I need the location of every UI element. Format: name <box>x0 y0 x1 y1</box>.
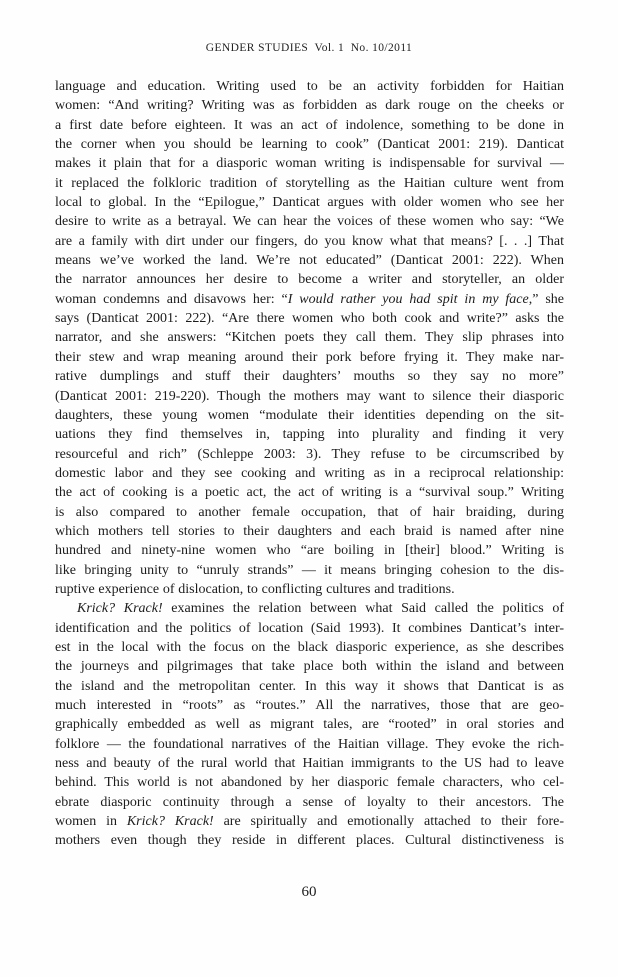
text-line: desire to write as a betrayal. We can hear the voices of these women who say: “We <box>55 214 564 230</box>
text-line: women in Krick? Krack! are spiritually and emotionally attached to their fore- <box>55 814 564 830</box>
text-line: local to global. In the “Epilogue,” Danticat argues with older women who see her <box>55 195 564 211</box>
text-line: it replaced the folkloric tradition of storytelling as the Haitian culture went from <box>55 175 564 191</box>
text-line: daughters, these young women “modulate their identities depending on the sit- <box>55 407 564 423</box>
text-line: is also compared to another female occupation, that of hair braiding, during <box>55 504 564 520</box>
text-line: folklore — the foundational narratives of the Haitian village. They evoke the rich- <box>55 736 564 752</box>
text-line: est in the local with the focus on the black diasporic experience, as she describes <box>55 639 564 655</box>
text-line: Krick? Krack! examines the relation between what Said called the politics of <box>77 601 564 617</box>
text-line: the act of cooking is a poetic act, the act of writing is a “survival soup.” Writing <box>55 485 564 501</box>
text-line: are a family with dirt under our fingers, do you know what that means? [. . .] That <box>55 233 564 249</box>
text-line: narrator, and she answers: “Kitchen poets they call them. They slip phrases into <box>55 330 564 346</box>
text-line: the island and the metropolitan center. In this way it shows that Danticat is as <box>55 678 564 694</box>
text-line: much interested in “roots” as “routes.” All the narratives, those that are geo- <box>55 698 564 713</box>
text-line: ebrate diasporic continuity through a sense of loyalty to their ancestors. The <box>55 794 564 810</box>
text-line: like bringing unity to “unruly strands” — it means bringing cohesion to the dis- <box>55 562 564 578</box>
text-line: rative dumplings and stuff their daughters’ mouths so they say no more” <box>55 369 564 385</box>
text-line: the corner when you should be learning to cook” (Danticat 2001: 219). Danticat <box>55 137 564 153</box>
text-line: the journeys and pilgrimages that take place both within the island and between <box>55 659 564 675</box>
text-line: graphically embedded as well as migrant tales, are “rooted” in oral stories and <box>55 717 564 733</box>
text-line: woman condemns and disavows her: “I would rather you had spit in my face,” she <box>55 291 564 307</box>
page-number: 60 <box>301 884 317 900</box>
text-line: uations they find themselves in, tapping into plurality and finding it very <box>55 427 564 443</box>
text-line: means we’ve worked the land. We’re not educated” (Danticat 2001: 222). When <box>55 253 564 269</box>
text-line: women: “And writing? Writing was as forbidden as dark rouge on the cheeks or <box>55 98 564 114</box>
text-line: language and education. Writing used to be an activity forbidden for Haitian <box>55 79 564 94</box>
text-line: mothers even though they reside in different places. Cultural distinctiveness is <box>55 833 564 849</box>
text-line: hundred and ninety-nine women who “are boiling in [their] blood.” Writing is <box>55 543 564 559</box>
text-line: behind. This world is not abandoned by her diasporic female characters, who cel- <box>55 775 564 791</box>
text-line: (Danticat 2001: 219-220). Though the mothers may want to silence their diasporic <box>55 388 564 404</box>
text-line: which mothers tell stories to their daughters and each braid is named after nine <box>55 523 564 539</box>
text-line: resourceful and rich” (Schleppe 2003: 3). They refuse to be circumscribed by <box>55 446 564 462</box>
text-line: the narrator announces her desire to become a writer and storyteller, an older <box>55 272 564 288</box>
text-line: ness and beauty of the rural world that Haitian immigrants to the US had to leave <box>55 756 564 772</box>
text-line: their stew and wrap meaning around their pork before frying it. They make nar- <box>55 349 564 365</box>
text-line: makes it plain that for a diasporic woman writing is indispensable for survival — <box>55 156 564 172</box>
text-line: domestic labor and they see cooking and writing as in a reciprocal relationship: <box>55 465 564 481</box>
text-line: a first date before eighteen. It was an act of indolence, something to be done in <box>55 117 564 133</box>
article-body <box>55 77 564 851</box>
journal-header: GENDER STUDIES Vol. 1 No. 10/2011 <box>205 42 413 54</box>
text-line: says (Danticat 2001: 222). “Are there women who both cook and write?” asks the <box>55 311 564 327</box>
text-line: ruptive experience of dislocation, to conflicting cultures and traditions. <box>55 581 455 597</box>
text-line: identification and the politics of location (Said 1993). It combines Danticat’s inter- <box>55 620 564 636</box>
